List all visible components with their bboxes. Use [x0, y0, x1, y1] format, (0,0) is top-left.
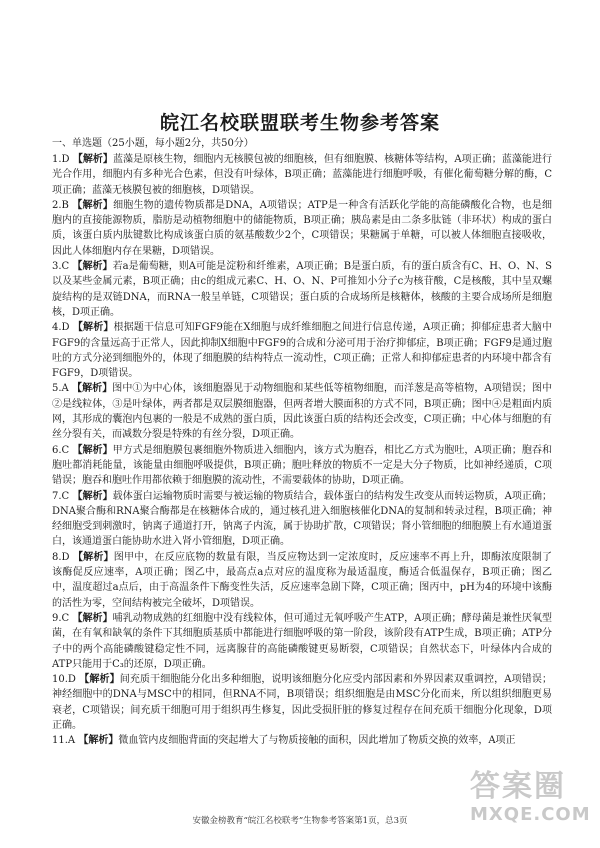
- watermark-text: 答案圈: [470, 769, 566, 804]
- analysis-tag: 【解析】: [72, 199, 114, 211]
- question-number: 8.: [52, 551, 62, 563]
- question-number: 6.: [52, 444, 62, 456]
- analysis-tag: 【解析】: [78, 735, 119, 747]
- answer-item-1: [52, 152, 552, 198]
- answer-letter: D: [67, 674, 76, 686]
- question-number: 2.: [52, 199, 62, 211]
- analysis-text: 根据题干信息可知FGF9能在X细胞与成纤维细胞之间进行信息传递，A项正确；抑郁症患者大脑中FGF9的含量远高于正常人，因此抑制X细胞中FGF9的合成和分泌可用于治疗抑郁症，B项正确；FGF9是通过胞吐的方式分泌到细胞外的，体现了细胞膜的结构特点一流动性，C项正确；正常人和抑郁症患者的内环境中都含有FGF9，D项错误。: [52, 322, 553, 380]
- analysis-tag: 【解析】: [72, 551, 114, 563]
- answer-item-11: [52, 733, 552, 748]
- question-number: 11.: [52, 735, 68, 747]
- analysis-tag: 【解析】: [72, 612, 113, 624]
- answer-letter: A: [67, 735, 76, 747]
- answer-letter: C: [61, 261, 70, 273]
- analysis-text: 图中①为中心体，该细胞器见于动物细胞和某些低等植物细胞，而洋葱是高等植物，A项错误；图中②是线粒体，③是叶绿体，两者都是双层膜细胞器，但两者增大膜面积的方式不同，B项正确；图中④是粗面内质网，其形成的囊泡内包裹的一般是不成熟的蛋白质，因此该蛋白质的结构还会改变，C项正确；中心体与细胞的有丝分裂有关，而减数分裂是特殊的有丝分裂，D项正确。: [52, 383, 552, 441]
- answer-item-10: [52, 672, 552, 733]
- analysis-text: 图甲中，在反应底物的数量有限，当反应物达到一定浓度时，反应速率不再上升，即酶浓度限制了该酶促反应速率，A项正确；图乙中，最高点a点对应的温度称为最适温度，酶适合低温保存，B项正确；图乙中，温度超过a点后，由于高温条件下酶变性失活，反应速率急剧下降，C项正确；图丙中，pH为4的环境中该酶的活性为零，空间结构被完全破坏，D项错误。: [52, 551, 553, 609]
- answer-item-4: [52, 320, 552, 381]
- watermark-logo: [470, 770, 590, 840]
- answer-letter: C: [61, 444, 70, 456]
- analysis-text: 微血管内皮细胞背面的突起增大了与物质接触的面积，因此增加了物质交换的效率，A项正: [118, 735, 516, 747]
- question-number: 4.: [52, 322, 62, 334]
- question-number: 1.: [52, 154, 62, 165]
- answer-item-7: [52, 489, 552, 550]
- question-number: 5.: [52, 383, 62, 395]
- watermark-url: MXQE.COM: [470, 804, 591, 825]
- answer-letter: A: [61, 383, 69, 395]
- page-footer: 安徽金榜教育“皖江名校联考”生物参考答案第1页，总3页: [192, 816, 408, 826]
- question-number: 10.: [52, 674, 68, 686]
- analysis-tag: 【解析】: [72, 261, 113, 273]
- answer-item-9: [52, 611, 552, 672]
- answer-item-6: [52, 443, 552, 489]
- answer-letter: D: [61, 322, 70, 334]
- answer-letter: C: [61, 612, 70, 624]
- analysis-tag: 【解析】: [72, 444, 113, 456]
- question-number: 9.: [52, 612, 62, 624]
- analysis-text: 若a是葡萄糖，则A可能是淀粉和纤维素，A项正确；B是蛋白质，有的蛋白质含有C、H、O、N、S以及某些金属元素，B项正确；由c的组成元素C、H、O、N、P可推知小分子c为核苷酸，C是核酸，其中呈双螺旋结构的是双链DNA，而RNA一般呈单链，C项错误；蛋白质的合成场所是核糖体，核酸的主要合成场所是细胞核，D项正确。: [52, 261, 552, 318]
- answer-item-2: [52, 198, 552, 259]
- answer-letter: C: [61, 490, 70, 502]
- question-number: 3.: [52, 261, 62, 273]
- answer-list: [52, 152, 552, 749]
- question-number: 7.: [52, 490, 62, 502]
- analysis-tag: 【解析】: [79, 674, 120, 686]
- answer-letter: D: [61, 551, 70, 563]
- answer-item-5: [52, 381, 552, 442]
- section-heading: 一、单选题（25小题，每小题2分，共50分）: [52, 138, 254, 149]
- analysis-tag: 【解析】: [72, 154, 113, 165]
- analysis-tag: 【解析】: [72, 322, 114, 334]
- answer-letter: B: [61, 199, 69, 211]
- page-title: 皖江名校联盟联考生物参考答案: [159, 112, 440, 134]
- analysis-text: 蓝藻是原核生物，细胞内无核膜包被的细胞核，但有细胞膜、核糖体等结构，A项正确；蓝藻能进行光合作用，细胞内有多种光合色素，但没有叶绿体，B项正确；蓝藻能进行细胞呼吸，有催化葡萄糖分解的酶，C项正确；蓝藻无核膜包被的细胞核，D项错误。: [52, 154, 552, 196]
- analysis-text: 哺乳动物成熟的红细胞中没有线粒体，但可通过无氧呼吸产生ATP，A项正确；酵母菌是兼性厌氧型菌，在有氧和缺氧的条件下其细胞质基质中都能进行细胞呼吸的第一阶段，该阶段有ATP生成，B项正确；ATP分子中的两个高能磷酸键稳定性不同，远离腺苷的高能磷酸键更易断裂，C项错误；自然状态下，叶绿体内合成的ATP只能用于C₃的还原，D项正确。: [52, 612, 553, 670]
- analysis-tag: 【解析】: [72, 490, 113, 502]
- analysis-tag: 【解析】: [72, 383, 113, 395]
- answer-item-3: [52, 259, 552, 320]
- answer-letter: D: [61, 154, 70, 165]
- analysis-text: 载体蛋白运输物质时需要与被运输的物质结合，载体蛋白的结构发生改变从而转运物质，A项正确；DNA聚合酶和RNA聚合酶都是在核糖体合成的，通过核孔进入细胞核催化DNA的复制和转录过程，B项正确；神经细胞受到刺激时，钠离子通道打开，钠离子内流，属于协助扩散，C项错误；肾小管细胞的细胞膜上有水通道蛋白，该通道蛋白能协助水进入肾小管细胞，D项正确。: [52, 490, 552, 548]
- analysis-text: 甲方式是细胞膜包裹细胞外物质进入细胞内，该方式为胞吞，相比乙方式为胞吐，A项正确；胞吞和胞吐都消耗能量，该能量由细胞呼吸提供，B项正确；胞吐释放的物质不一定是大分子物质，比如神经递质，C项错误；胞吞和胞吐作用都依赖于细胞膜的流动性，不需要载体的协助，D项正确。: [52, 444, 552, 487]
- analysis-text: 间充质干细胞能分化出多种细胞，说明该细胞分化应受内部因素和外界因素双重调控，A项错误；神经细胞中的DNA与MSC中的相同，但RNA不同，B项错误；组织细胞是由MSC分化而来，所以组织细胞更易衰老，C项错误；间充质干细胞可用于组织再生修复，因此受损肝脏的修复过程存在间充质干细胞分化现象，D项正确。: [52, 674, 552, 731]
- analysis-text: 细胞生物的遗传物质都是DNA，A项错误；ATP是一种含有活跃化学能的高能磷酸化合物，也是细胞内的直接能源物质，脂肪是动植物细胞中的储能物质，B项正确；胰岛素是由二条多肽链（非环状）构成的蛋白质，该蛋白质内肽键数比构成该蛋白质的氨基酸数少2个，C项错误；果糖属于单糖，可以被人体细胞直接吸收，因此人体细胞内存在果糖，D项错误。: [52, 199, 552, 257]
- answer-item-8: [52, 550, 552, 611]
